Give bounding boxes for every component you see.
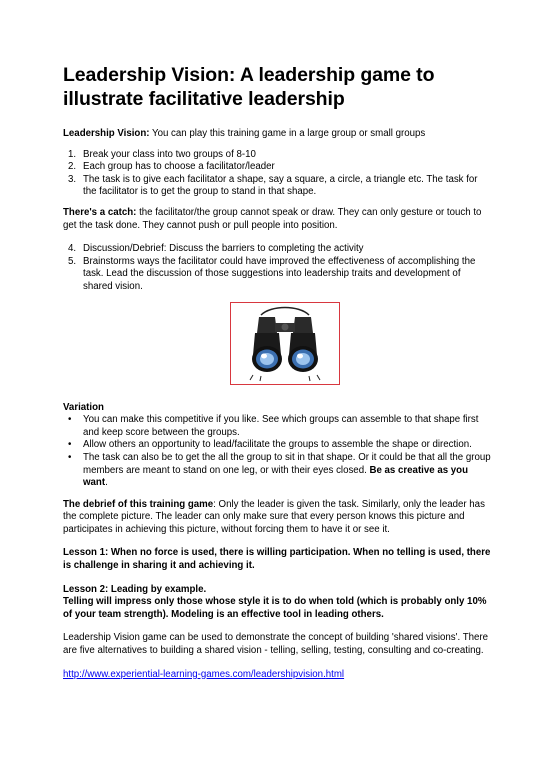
intro-paragraph [63,128,491,141]
list-item-text: Allow others an opportunity to lead/facilitate the groups to assemble the shape or direction. [83,439,472,451]
list-item [63,243,491,256]
steps-list-2 [63,243,491,293]
list-number: 3. [68,173,77,185]
list-item-text: Discussion/Debrief: Discuss the barriers to completing the activity [83,243,364,255]
bullet-icon: • [68,439,72,451]
concept-paragraph: Leadership Vision game can be used to demonstrate the concept of building 'shared visions'. There are five alternatives to building a shared vision - telling, selling, testing, consulting and co-creating. [63,632,489,657]
list-item-text: The task can also be to get the all the group to sit in that shape. Or it could be that all the group members are meant to stand on one leg, or with their eyes closed. [83,451,491,476]
list-item-text: Brainstorms ways the facilitator could have improved the effectiveness of accomplishing the task. Lead the discussion of those suggestions into leadership traits and development of shared vision. [83,255,476,292]
source-link[interactable]: http://www.experiential-learning-games.com/leadershipvision.html [63,668,345,680]
list-item [63,439,491,452]
catch-text: the facilitator/the group cannot speak or draw. They can only gesture or touch to get the task done. They cannot push or pull people into position. [63,206,482,231]
list-number: 2. [68,161,77,173]
binoculars-icon [231,303,339,384]
lesson-1: Lesson 1: When no force is used, there is willing participation. When no telling is used, there is challenge in sharing it and achieving it. [63,547,491,572]
list-item-tail: . [105,477,108,489]
list-item-text: Break your class into two groups of 8-10 [83,148,256,160]
list-item [63,174,491,199]
binoculars-image [230,302,340,385]
list-number: 5. [68,255,77,267]
variation-list [63,414,491,490]
intro-label: Leadership Vision: [63,128,150,139]
catch-paragraph [63,207,491,232]
list-item-text: The task is to give each facilitator a shape, say a square, a circle, a triangle etc. The task for the facilitator is to get the group to stand in that shape. [83,173,478,198]
page-title: Leadership Vision: A leadership game to illustrate facilitative leadership [63,64,435,110]
document-content [63,63,491,681]
list-item [63,161,491,174]
list-item [63,414,491,439]
steps-list-1 [63,149,491,199]
debrief-label: The debrief of this training game [63,498,214,510]
bullet-icon: • [68,451,72,463]
bullet-icon: • [68,414,72,426]
lesson-2-heading: Lesson 2: Leading by example. [63,583,207,595]
catch-label: There's a catch: [63,206,137,218]
list-number: 4. [68,243,77,255]
variation-heading: Variation [63,401,104,413]
list-item [63,452,491,490]
debrief-text: : Only the leader is given the task. Similarly, only the leader has the complete picture. The leader can only make sure that every person knows this picture and participates in achieving this picture, without forcing them to have it or see it. [63,498,485,535]
lesson-2-text: Telling will impress only those whose style it is to do when told (which is probably only 10% of your team strength). Modeling is an effective tool in leading others. [63,596,487,620]
list-item [63,149,491,162]
list-item-text: Each group has to choose a facilitator/leader [83,161,275,173]
list-item-emphasis: Be as creative as you want [83,464,469,489]
intro-text: You can play this training game in a large group or small groups [149,128,426,139]
debrief-paragraph [63,499,491,537]
list-number: 1. [68,148,77,160]
list-item-text: You can make this competitive if you like. See which groups can assemble to that shape first and keep score between the groups. [83,414,479,438]
list-item [63,256,491,294]
image-frame [230,302,340,385]
